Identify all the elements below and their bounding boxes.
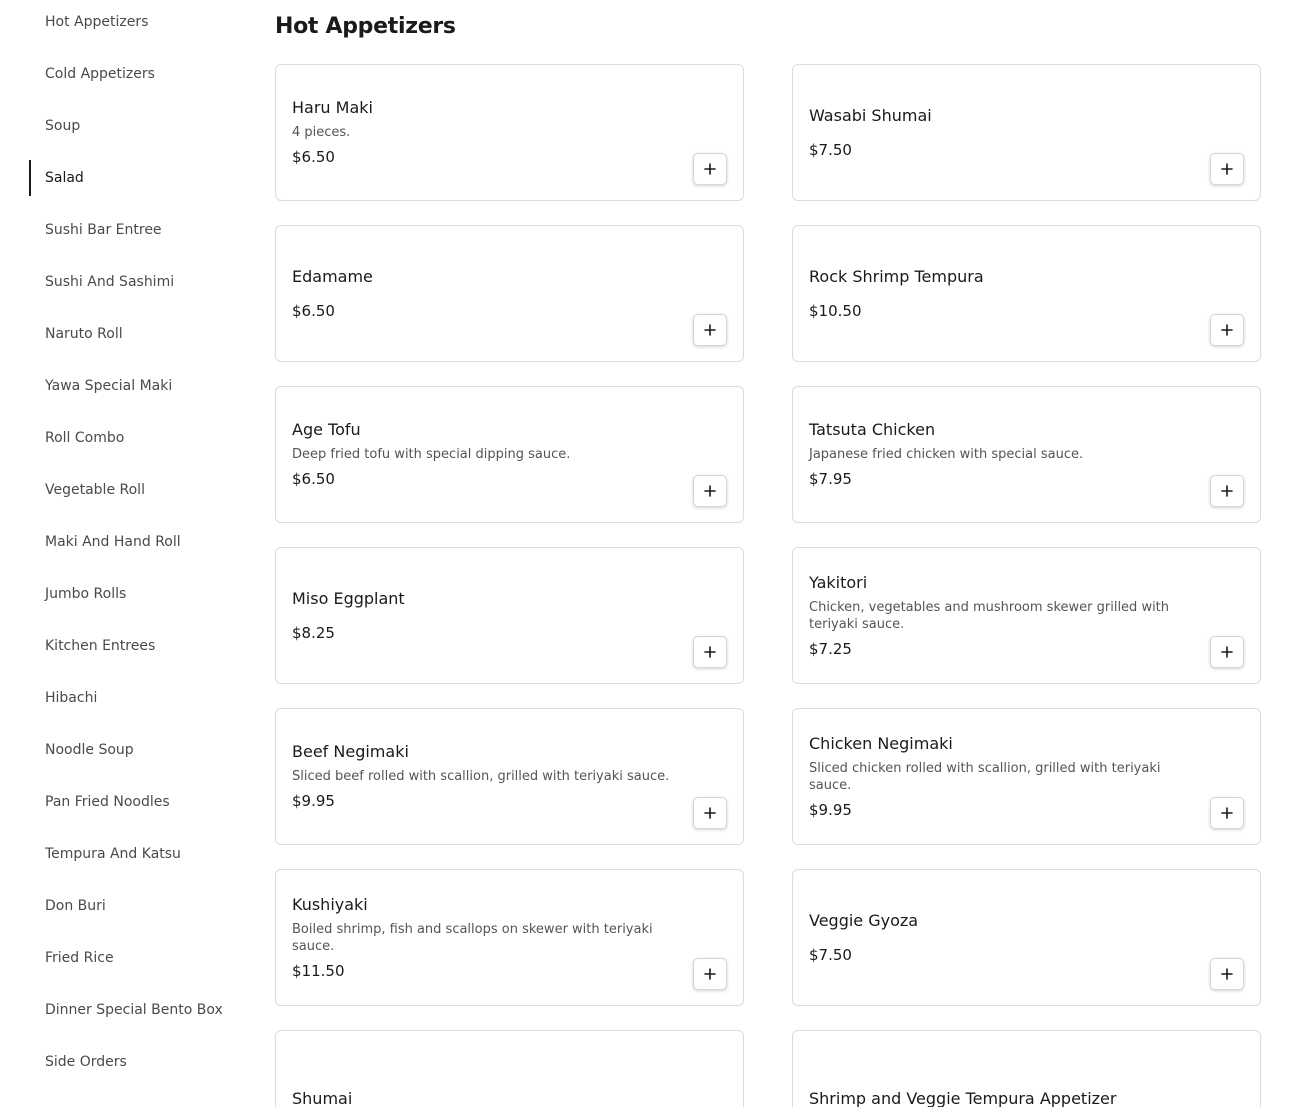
menu-item-card[interactable] <box>792 869 1261 1006</box>
add-item-button[interactable] <box>1210 314 1244 346</box>
sidebar-item-yawa-special-maki[interactable]: Yawa Special Maki <box>45 378 173 394</box>
sidebar-item-hibachi[interactable]: Hibachi <box>45 690 98 706</box>
section-title: Hot Appetizers <box>275 14 456 39</box>
menu-item-name: Veggie Gyoza <box>809 910 919 930</box>
sidebar-item-hot-appetizers[interactable]: Hot Appetizers <box>45 14 149 30</box>
menu-item-card[interactable] <box>792 708 1261 845</box>
menu-item-description: Boiled shrimp, fish and scallops on skewer with teriyaki sauce. <box>292 921 653 954</box>
sidebar-item-tempura-and-katsu[interactable]: Tempura And Katsu <box>45 846 181 862</box>
menu-item-name: Shrimp and Veggie Tempura Appetizer <box>809 1088 1117 1107</box>
plus-icon <box>704 646 716 658</box>
menu-item-card[interactable] <box>792 547 1261 684</box>
menu-item-card[interactable] <box>275 225 744 362</box>
menu-item-name: Rock Shrimp Tempura <box>809 266 984 286</box>
menu-item-name: Chicken Negimaki <box>809 733 953 753</box>
menu-item-price: $6.50 <box>292 148 335 166</box>
plus-icon <box>704 163 716 175</box>
menu-item-info <box>809 226 1200 361</box>
menu-item-info <box>292 65 683 200</box>
sidebar-item-jumbo-rolls[interactable]: Jumbo Rolls <box>45 586 127 602</box>
sidebar-item-side-orders[interactable]: Side Orders <box>45 1054 127 1070</box>
menu-item-name: Age Tofu <box>292 420 361 439</box>
sidebar-item-cold-appetizers[interactable]: Cold Appetizers <box>45 66 155 82</box>
sidebar-item-vegetable-roll[interactable]: Vegetable Roll <box>45 482 145 498</box>
menu-item-card[interactable] <box>275 708 744 845</box>
menu-item-info <box>809 548 1200 683</box>
menu-item-description: Japanese fried chicken with special sauce. <box>809 447 1084 462</box>
menu-item-price: $7.50 <box>809 140 852 159</box>
add-item-button[interactable] <box>1210 958 1244 990</box>
menu-item-info <box>292 226 683 361</box>
menu-item-info <box>292 1031 683 1107</box>
plus-icon <box>704 324 716 336</box>
menu-item-card[interactable] <box>275 869 744 1006</box>
menu-item-info <box>809 709 1200 844</box>
menu-item-info <box>292 870 683 1005</box>
plus-icon <box>1221 646 1233 658</box>
menu-item-info <box>809 65 1200 200</box>
menu-item-name: Edamame <box>292 266 373 286</box>
menu-item-info <box>809 1031 1200 1107</box>
sidebar-item-sushi-bar-entree[interactable]: Sushi Bar Entree <box>45 222 162 238</box>
menu-item-info <box>292 387 683 522</box>
menu-item-card[interactable] <box>792 386 1261 523</box>
plus-icon <box>1221 485 1233 497</box>
add-item-button[interactable] <box>693 958 727 990</box>
menu-item-card[interactable] <box>275 1030 744 1107</box>
sidebar-item-maki-and-hand-roll[interactable]: Maki And Hand Roll <box>45 534 181 550</box>
sidebar-item-naruto-roll[interactable]: Naruto Roll <box>45 326 123 342</box>
menu-item-name: Haru Maki <box>292 98 373 117</box>
add-item-button[interactable] <box>1210 475 1244 507</box>
menu-item-card[interactable] <box>792 64 1261 201</box>
menu-item-name: Miso Eggplant <box>292 588 405 608</box>
plus-icon <box>704 485 716 497</box>
sidebar-item-pan-fried-noodles[interactable]: Pan Fried Noodles <box>45 794 170 810</box>
add-item-button[interactable] <box>693 797 727 829</box>
plus-icon <box>1221 807 1233 819</box>
menu-item-price: $11.50 <box>292 961 345 980</box>
sidebar-item-don-buri[interactable]: Don Buri <box>45 898 106 914</box>
add-item-button[interactable] <box>1210 636 1244 668</box>
add-item-button[interactable] <box>693 636 727 668</box>
add-item-button[interactable] <box>1210 797 1244 829</box>
sidebar-item-noodle-soup[interactable]: Noodle Soup <box>45 742 134 758</box>
category-sidebar <box>0 0 250 1088</box>
menu-item-price: $9.95 <box>809 800 852 819</box>
menu-item-info <box>292 548 683 683</box>
menu-item-description: Sliced beef rolled with scallion, grilled with teriyaki sauce. <box>292 769 670 784</box>
menu-item-description: Sliced chicken rolled with scallion, grilled with teriyaki sauce. <box>809 760 1161 793</box>
plus-icon <box>704 807 716 819</box>
menu-item-card[interactable] <box>792 1030 1261 1107</box>
menu-item-price: $7.95 <box>809 470 852 488</box>
sidebar-item-kitchen-entrees[interactable]: Kitchen Entrees <box>45 638 156 654</box>
menu-item-name: Shumai <box>292 1088 353 1107</box>
plus-icon <box>1221 968 1233 980</box>
menu-item-card[interactable] <box>792 225 1261 362</box>
sidebar-item-salad[interactable]: Salad <box>0 152 250 204</box>
menu-item-info <box>809 870 1200 1005</box>
menu-item-price: $8.25 <box>292 623 335 642</box>
menu-item-name: Wasabi Shumai <box>809 105 932 125</box>
menu-item-description: 4 pieces. <box>292 125 351 140</box>
menu-item-name: Tatsuta Chicken <box>809 420 936 439</box>
menu-item-name: Beef Negimaki <box>292 742 409 761</box>
sidebar-item-sushi-and-sashimi[interactable]: Sushi And Sashimi <box>45 274 175 290</box>
add-item-button[interactable] <box>1210 153 1244 185</box>
menu-item-info <box>809 387 1200 522</box>
menu-item-description: Deep fried tofu with special dipping sauce. <box>292 447 571 462</box>
menu-item-name: Kushiyaki <box>292 894 368 914</box>
sidebar-item-fried-rice[interactable]: Fried Rice <box>45 950 114 966</box>
menu-item-price: $7.50 <box>809 945 852 964</box>
sidebar-item-dinner-special-bento-box[interactable]: Dinner Special Bento Box <box>45 1002 223 1018</box>
plus-icon <box>704 968 716 980</box>
menu-item-card[interactable] <box>275 64 744 201</box>
plus-icon <box>1221 163 1233 175</box>
menu-item-price: $7.25 <box>809 639 852 658</box>
menu-item-info <box>292 709 683 844</box>
add-item-button[interactable] <box>693 475 727 507</box>
menu-item-card[interactable] <box>275 547 744 684</box>
menu-item-grid <box>275 64 1261 1107</box>
menu-item-price: $9.95 <box>292 792 335 810</box>
sidebar-item-roll-combo[interactable]: Roll Combo <box>45 430 125 446</box>
add-item-button[interactable] <box>693 153 727 185</box>
add-item-button[interactable] <box>693 314 727 346</box>
plus-icon <box>1221 324 1233 336</box>
menu-item-name: Yakitori <box>809 572 868 592</box>
sidebar-item-soup[interactable]: Soup <box>45 118 81 134</box>
menu-item-description: Chicken, vegetables and mushroom skewer grilled with teriyaki sauce. <box>809 599 1170 632</box>
menu-item-card[interactable] <box>275 386 744 523</box>
menu-item-price: $10.50 <box>809 301 862 320</box>
menu-item-price: $6.50 <box>292 470 335 488</box>
menu-item-price: $6.50 <box>292 301 335 320</box>
